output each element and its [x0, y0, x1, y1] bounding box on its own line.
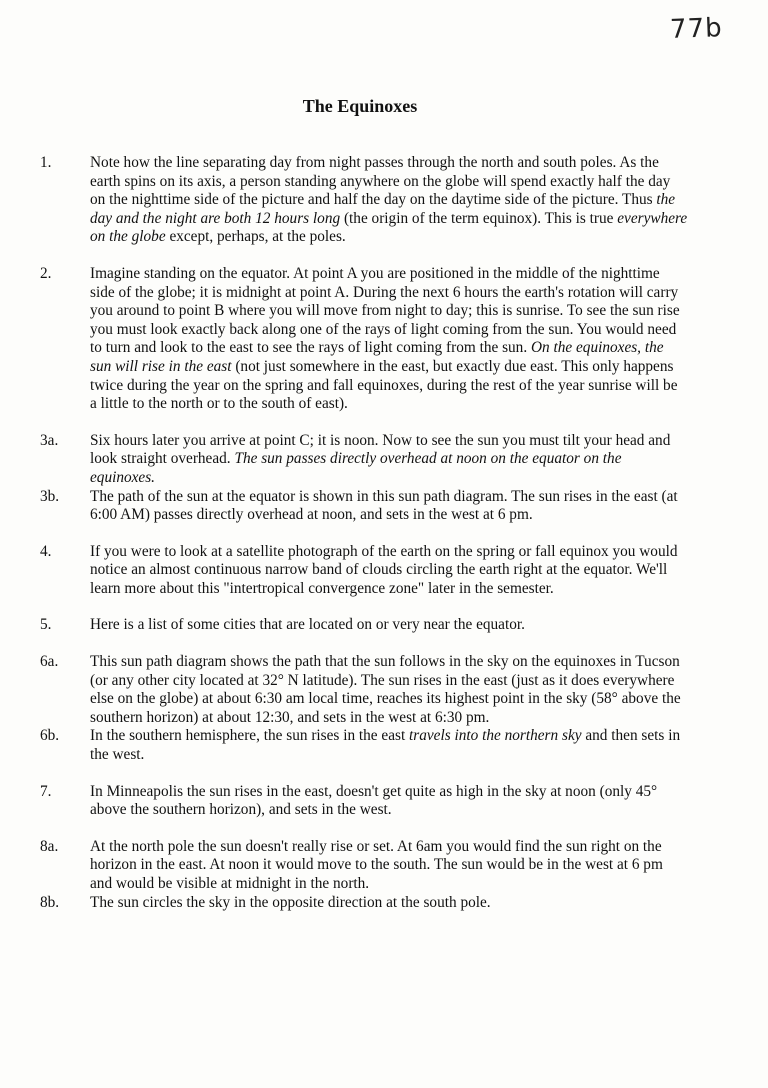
list-item: [40, 488, 688, 525]
list-item: [40, 838, 688, 894]
item-text: [90, 783, 688, 820]
text-segment: In the southern hemisphere, the sun rises in the east: [90, 727, 410, 745]
item-spacer: [40, 598, 688, 616]
item-number: 3a.: [40, 431, 59, 449]
item-spacer: [40, 765, 688, 783]
text-segment: Imagine standing on the equator. At point A you are positioned in the middle of the nighttime side of the globe; it is midnight at point A. During the next 6 hours the earth's rotation will carry you around to point B where you will move from night to day; this is sunrise. To see the sun rise you must look exactly back along one of the rays of light coming from the sun. You would need to turn and look to the east to see the rays of light coming from the sun.: [90, 264, 680, 357]
list-item: [40, 727, 688, 764]
item-spacer: [40, 820, 688, 838]
text-segment: Six hours later you arrive at point C; it is noon. Now to see the sun you must tilt your head and look straight overhead.: [90, 431, 671, 468]
item-number: 8a.: [40, 837, 59, 855]
item-number: 4.: [40, 542, 52, 560]
item-number: 7.: [40, 782, 52, 800]
list-item: [40, 783, 688, 820]
italic-text: The sun passes directly overhead at noon on the equator on the equinoxes.: [90, 450, 622, 486]
item-text: [90, 543, 688, 599]
text-segment: (not just somewhere in the east, but exactly due east. This only happens twice during the year on the spring and fall equinoxes, during the rest of the year sunrise will be a little to the north or to the south of east).: [90, 357, 678, 413]
item-number: 2.: [40, 264, 52, 282]
italic-text: travels into the northern sky: [409, 727, 582, 745]
item-text: [90, 894, 688, 913]
text-segment: At the north pole the sun doesn't really rise or set. At 6am you would find the sun right on the horizon in the east. At noon it would move to the south. The sun would be in the west at 6 pm and would be visible at midnight in the north.: [90, 837, 663, 892]
item-spacer: [40, 635, 688, 653]
item-spacer: [40, 247, 688, 265]
list-item: [40, 432, 688, 488]
item-text: [90, 653, 688, 727]
item-spacer: [40, 414, 688, 432]
handwritten-page-number: 77b: [669, 13, 724, 45]
list-item: [40, 543, 688, 599]
text-segment: (the origin of the term equinox). This is true: [340, 209, 618, 227]
text-segment: The sun circles the sky in the opposite direction at the south pole.: [90, 893, 491, 911]
item-text: [90, 432, 688, 488]
text-segment: The path of the sun at the equator is shown in this sun path diagram. The sun rises in the east (at 6:00 AM) passes directly overhead at noon, and sets in the west at 6 pm.: [90, 487, 678, 524]
italic-text: the day and the night are both 12 hours long: [90, 191, 676, 227]
item-number: 3b.: [40, 487, 60, 505]
text-segment: Here is a list of some cities that are located on or very near the equator.: [90, 616, 525, 634]
item-text: [90, 154, 688, 247]
item-number: 6a.: [40, 653, 59, 671]
item-number: 1.: [40, 154, 52, 171]
item-text: [90, 838, 688, 894]
numbered-list: [40, 154, 688, 912]
list-item: [40, 265, 688, 414]
italic-text: On the equinoxes, the sun will rise in the east: [90, 339, 664, 375]
item-number: 5.: [40, 616, 52, 634]
item-text: [90, 488, 688, 525]
list-item: [40, 894, 688, 913]
list-item: [40, 653, 688, 727]
list-item: [40, 154, 688, 247]
item-number: 6b.: [40, 727, 60, 745]
text-segment: In Minneapolis the sun rises in the east, doesn't get quite as high in the sky at noon (only 45° above the southern horizon), and sets in the west.: [90, 782, 658, 819]
list-item: [40, 616, 688, 635]
text-segment: and then sets in the west.: [90, 727, 681, 764]
italic-text: everywhere on the globe: [90, 209, 688, 246]
text-segment: except, perhaps, at the poles.: [165, 228, 346, 246]
text-segment: Note how the line separating day from night passes through the north and south poles. As the earth spins on its axis, a person standing anywhere on the globe will spend exactly half the day on the nighttime side of the picture and half the day on the daytime side of the picture. Thus: [90, 154, 671, 209]
text-segment: This sun path diagram shows the path that the sun follows in the sky on the equinoxes in Tucson (or any other city located at 32° N latitude). The sun rises in the east (just as it does everywhere else on the globe) at about 6:30 am local time, reaches its highest point in the sky (58° above the southern horizon) at about 12:30, and sets in the west at 6:30 pm.: [90, 653, 681, 726]
item-text: [90, 727, 688, 764]
page-title: The Equinoxes: [302, 96, 418, 116]
item-spacer: [40, 525, 688, 543]
item-number: 8b.: [40, 893, 60, 911]
item-text: [90, 616, 688, 635]
item-text: [90, 265, 688, 414]
text-segment: If you were to look at a satellite photograph of the earth on the spring or fall equinox you would notice an almost continuous narrow band of clouds circling the earth right at the equator. We'll learn more about this "intertropical convergence zone" later in the semester.: [90, 542, 678, 597]
